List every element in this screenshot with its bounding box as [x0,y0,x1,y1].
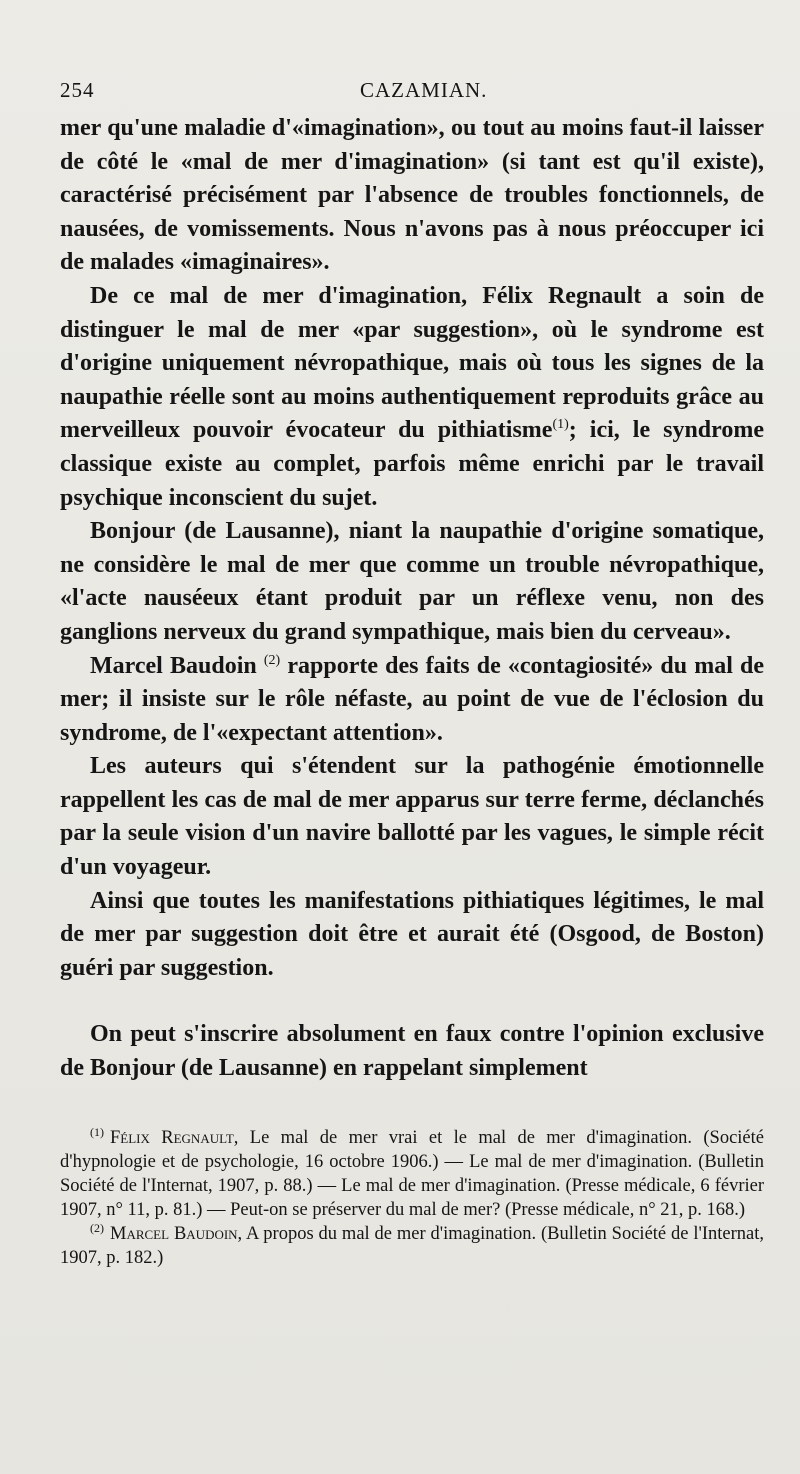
paragraph-suggestion: Ainsi que toutes les manifestations pithiatiques légitimes, le mal de mer par suggestion doit être et aurait été (Osgood, de Boston) guéri par suggestion. [60,887,764,981]
paragraph-objection: On peut s'inscrire absolument en faux contre l'opinion exclusive de Bonjour (de Lausanne) en rappelant simplement [60,1021,764,1082]
paragraph-baudoin: Marcel Baudoin $^{(2)}$ rapporte des faits de «contagiosité» du mal de mer; il insiste sur le rôle néfaste, au point de vue de l'éclosion du syndrome, de l'«expectant attention». [60,652,765,746]
paragraph-bonjour: Bonjour (de Lausanne), niant la naupathie d'origine somatique, ne considère le mal de mer que comme un trouble névropathique, «l'acte nauséeux étant produit par un réflexe venu, non des ganglions nerveux du grand sympathique, mais bien du cerveau». [60,518,764,645]
paragraph-authors: Les auteurs qui s'étendent sur la pathogénie émotionnelle rappellent les cas de mal de mer apparus sur terre ferme, déclanchés par la seule vision d'un navire ballotté par les vagues, le simple récit d'un voyageur. [60,753,764,881]
footnote-2: $^{(2)}$ Marcel Baudoin, A propos du mal de mer d'imagination. (Bulletin Société de l'Internat, 1907, p. 182.) [60,1220,764,1268]
footnotes [60,1126,764,1270]
body-text [60,112,764,1086]
footnote-1: $^{(1)}$ Félix Regnault, Le mal de mer vrai et le mal de mer d'imagination. (Société d'hypnologie et de psychologie, 16 octobre 1906.) — Le mal de mer d'imagination. (Bulletin Société de l'Internat, 1907, p. 88.) — Le mal de mer d'imagination. (Presse médicale, 6 février 1907, n° 11, p. 81.) — Peut-on se préserver du mal de mer? (Presse médicale, n° 21, p. 168.) [60,1124,764,1220]
page-number: 254 [60,78,95,102]
footnote-divider [60,1086,764,1126]
paragraph-continuation: mer qu'une maladie d'«imagination», ou tout au moins faut-il laisser de côté le «mal de mer d'imagination» (si tant est qu'il existe), caractérisé précisément par l'absence de troubles fonctionnels, de nausées, de vomissements. Nous n'avons pas à nous préoccuper ici de malades «imaginaires». [60,115,764,276]
footnote-ref-2: (2) [263,652,281,668]
paragraph-regnault: De ce mal de mer d'imagination, Félix Regnault a soin de distinguer le mal de mer «par suggestion», où le syndrome est d'origine uniquement névropathique, mais où tous les signes de la naupathie réelle sont au moins authentiquement reproduits grâce au merveilleux pouvoir évocateur du pithiatisme$^{(1)}$; ici, le syndrome classique existe au complet, parfois même enrichi par le travail psychique inconscient du sujet. [60,282,765,511]
page-header [60,78,764,112]
footnote-ref-1: (1) [552,417,569,433]
running-head: CAZAMIAN. [360,78,488,102]
